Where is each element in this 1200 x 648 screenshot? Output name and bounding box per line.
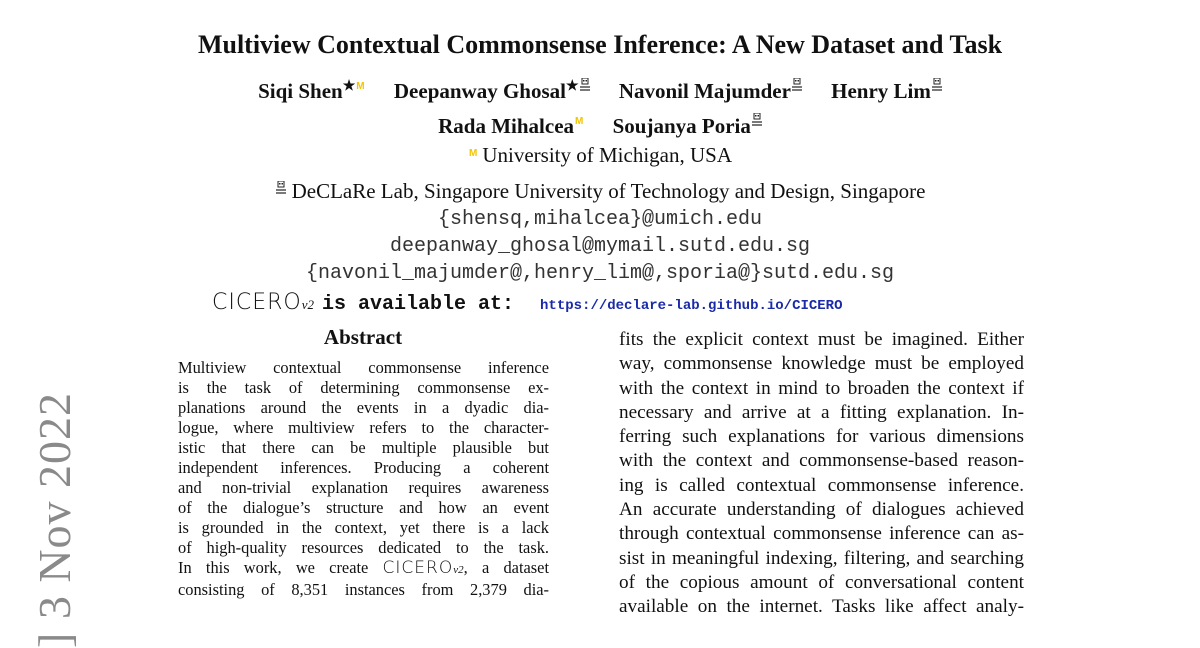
abstract-heading: Abstract [323,325,403,349]
availability-line [212,290,842,316]
author-row-1 [0,78,1200,104]
intro-line: sist in meaningful indexing, filtering, and searching [619,547,1024,569]
email-sutd: {navonil_majumder@,henry_lim@,sporia@}sutd.edu.sg [305,262,895,285]
author-name: Rada Mihalcea [438,114,575,138]
author-row-2 [0,113,1200,139]
author-soujanya-poria [613,113,762,139]
abstract-line: and non-trivial explanation requires awareness [178,478,549,497]
abstract-line-with-dataset [178,558,549,580]
author-name: Deepanway Ghosal [393,79,566,103]
author-name: Siqi Shen [258,79,343,103]
intro-line: of the copious amount of conversational content [619,571,1024,593]
dataset-name: CICERO [212,290,302,315]
author-name: Navonil Majumder [618,79,791,103]
availability-text: is available at: [322,293,515,316]
declare-logo-icon [932,78,942,91]
email-umich: {shensq,mihalcea}@umich.edu [437,208,763,231]
intro-line: ferring such explanations for various dimensions [619,426,1024,448]
dataset-subscript: v2 [301,297,314,312]
author-name: Henry Lim [831,79,931,103]
abstract-line: planations around the events in a dyadic dia- [178,398,549,417]
declare-logo-icon [752,113,762,126]
author-navonil-majumder [619,78,802,104]
intro-line: fits the explicit context must be imagined. Either [619,329,1024,350]
project-link[interactable]: https://declare-lab.github.io/CICERO [540,298,843,314]
abstract-line: of high-quality resources dedicated to the task. [178,538,549,557]
abstract-line: istic that there can be multiple plausible but [178,438,549,457]
abstract-line: is the task of determining commonsense ex- [178,378,549,397]
abstract-line: logue, where multiview refers to the character- [178,418,549,437]
intro-line: with the context in mind to broaden the context if [619,377,1024,399]
abstract-text: In this work, we create [178,558,369,577]
intro-line: ing is called contextual commonsense inference. [619,474,1024,496]
abstract-line: consisting of 8,351 instances from 2,379 dia- [178,580,549,599]
abstract-body [178,358,549,600]
abstract-text: , a dataset [463,558,549,577]
umich-icon: M [469,148,478,159]
intro-line: through contextual commonsense inference can as- [619,523,1024,545]
email-deepanway: deepanway_ghosal@mymail.sutd.edu.sg [389,235,811,258]
declare-logo-icon [792,78,802,91]
author-deepanway-ghosal [394,78,590,104]
intro-line: necessary and arrive at a fitting explanation. In- [619,401,1024,423]
introduction-column [619,328,1024,620]
affiliation-declare [0,179,1200,204]
affiliation-text: DeCLaRe Lab, Singapore University of Technology and Design, Singapore [291,179,926,203]
author-name: Soujanya Poria [612,114,751,138]
abstract-line: Multiview contextual commonsense inference [178,358,549,377]
intro-line: with the context and commonsense-based reason- [619,450,1024,472]
declare-logo-icon [276,181,286,194]
abstract-line: of the dialogue’s structure and how an event [178,498,549,517]
declare-logo-icon [580,78,590,91]
author-siqi-shen [258,78,365,104]
affiliation-umich [0,143,1200,168]
intro-line: way, commonsense knowledge must be employed [619,353,1024,375]
dataset-name: CICERO [382,558,454,578]
author-henry-lim [831,78,942,104]
dataset-subscript: v2 [453,564,464,576]
intro-line: An accurate understanding of dialogues achieved [619,499,1024,521]
umich-icon: M [575,116,584,127]
umich-icon: M [356,81,365,92]
abstract-line: is grounded in the context, yet there is a lack [178,518,549,537]
affiliation-text: University of Michigan, USA [482,143,732,167]
abstract-line: independent inferences. Producing a coherent [178,458,549,477]
arxiv-stamp: ] 3 Nov 2022 [29,391,80,648]
author-rada-mihalcea [438,114,583,139]
equal-contrib-star: ★ [566,79,579,94]
equal-contrib-star: ★ [342,79,356,94]
paper-title: Multiview Contextual Commonsense Inference: A New Dataset and Task [197,30,1003,59]
intro-line: available on the internet. Tasks like affect analy- [619,596,1024,618]
